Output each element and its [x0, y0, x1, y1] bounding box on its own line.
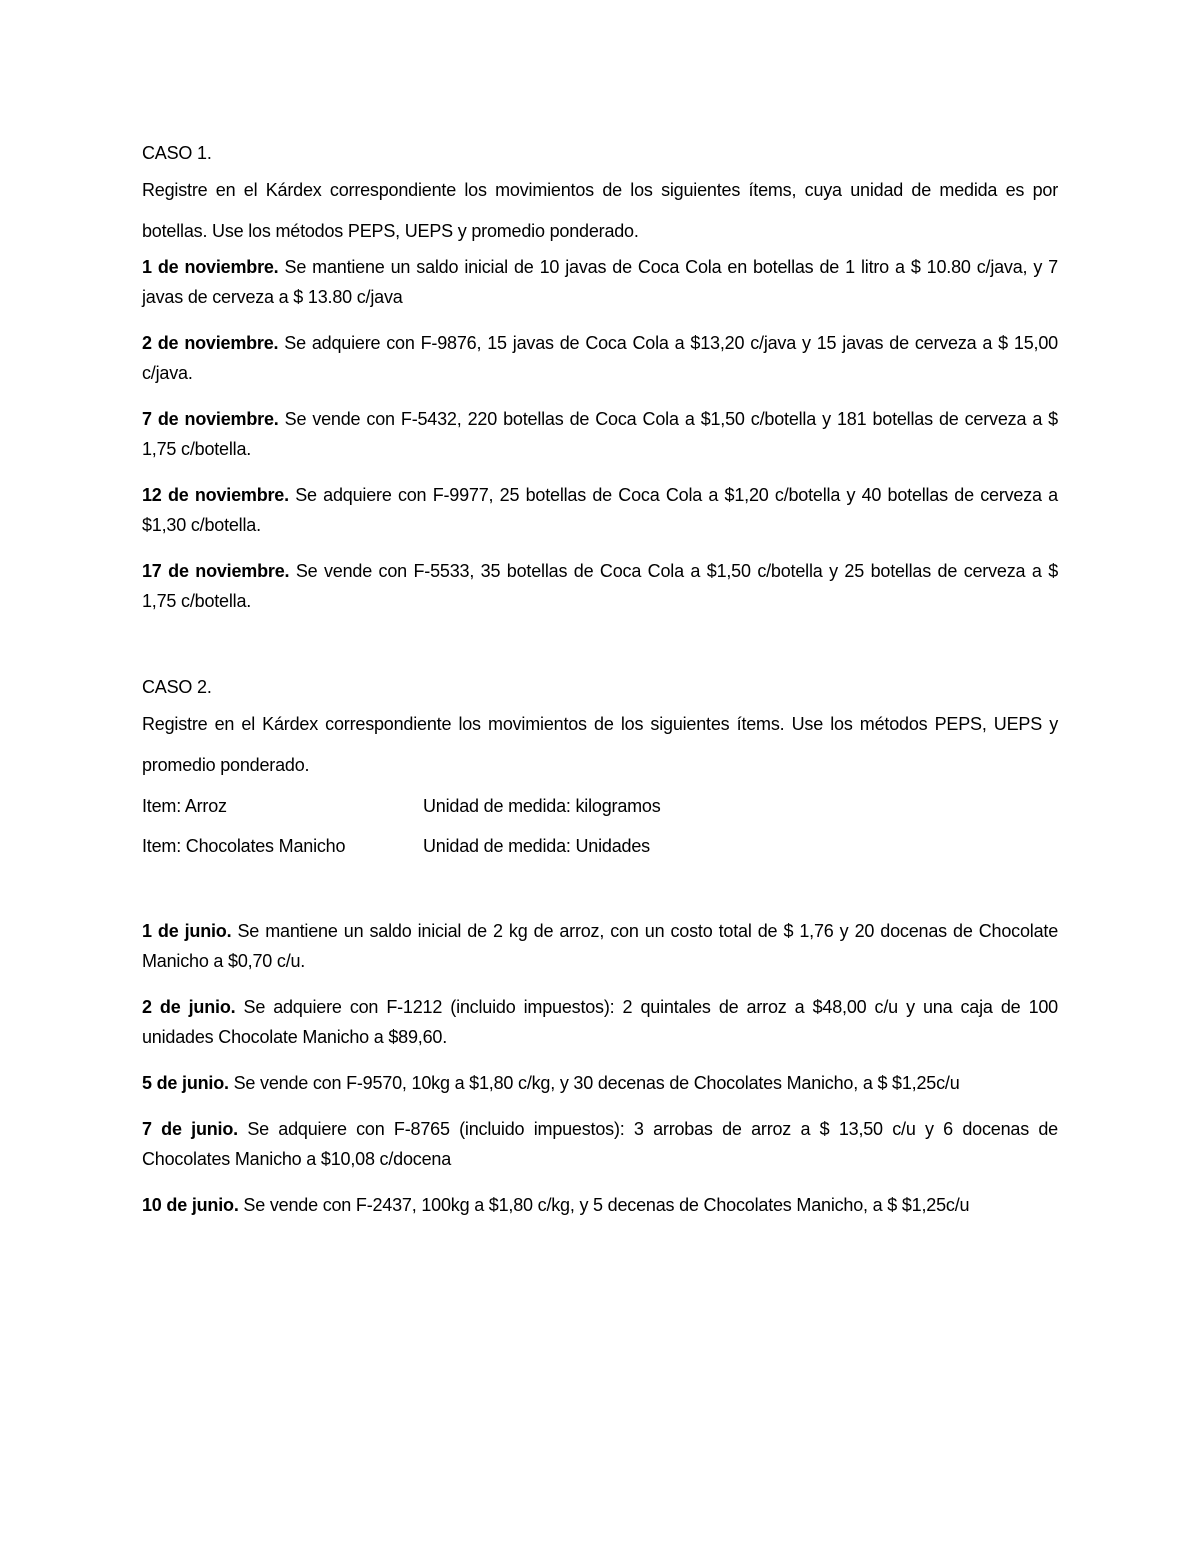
entry-date: 7 de junio. [142, 1119, 238, 1139]
document-content [142, 138, 1058, 1220]
entry-date: 2 de noviembre. [142, 333, 279, 353]
item-list [142, 786, 1058, 866]
entry-text: Se adquiere con F-8765 (incluido impuestos): 3 arrobas de arroz a $ 13,50 c/u y 6 docenas de Chocolates Manicho a $10,08 c/docena [142, 1119, 1058, 1169]
caso-2-intro: Registre en el Kárdex correspondiente los movimientos de los siguientes ítems. Use los métodos PEPS, UEPS y promedio ponderado. [142, 714, 1058, 775]
caso-2-entry [142, 1190, 1058, 1220]
caso-2-entry [142, 1114, 1058, 1174]
caso-1-intro: Registre en el Kárdex correspondiente los movimientos de los siguientes ítems, cuya unidad de medida es por botellas. Use los métodos PEPS, UEPS y promedio ponderado. [142, 180, 1058, 241]
caso-1-title: CASO 1. [142, 143, 212, 163]
item-unit: Unidad de medida: Unidades [423, 836, 650, 856]
entry-date: 2 de junio. [142, 997, 236, 1017]
items-spacer [142, 866, 1058, 916]
caso-1-section [142, 138, 1058, 616]
caso-2-entry [142, 916, 1058, 976]
caso-1-entry [142, 328, 1058, 388]
entry-text: Se vende con F-9570, 10kg a $1,80 c/kg, y 30 decenas de Chocolates Manicho, a $ $1,25c/u [228, 1073, 960, 1093]
caso-2-entry [142, 1068, 1058, 1098]
entry-text: Se vende con F-5432, 220 botellas de Coca Cola a $1,50 c/botella y 181 botellas de cerveza a $ 1,75 c/botella. [142, 409, 1058, 459]
item-row [142, 786, 1058, 826]
entry-text: Se mantiene un saldo inicial de 10 javas de Coca Cola en botellas de 1 litro a $ 10.80 c/java, y 7 javas de cerveza a $ 13.80 c/java [142, 257, 1058, 307]
entry-text: Se mantiene un saldo inicial de 2 kg de arroz, con un costo total de $ 1,76 y 20 docenas de Chocolate Manicho a $0,70 c/u. [142, 921, 1059, 971]
entry-date: 7 de noviembre. [142, 409, 279, 429]
caso-1-entry [142, 480, 1058, 540]
entry-date: 10 de junio. [142, 1195, 239, 1215]
caso-2-entry [142, 992, 1058, 1052]
item-row [142, 826, 1058, 866]
item-name: Item: Chocolates Manicho [142, 836, 346, 856]
section-spacer [142, 616, 1058, 672]
caso-2-section [142, 672, 1058, 1220]
entry-date: 1 de junio. [142, 921, 232, 941]
caso-1-entry [142, 556, 1058, 616]
entry-text: Se vende con F-2437, 100kg a $1,80 c/kg, y 5 decenas de Chocolates Manicho, a $ $1,25c/u [238, 1195, 970, 1215]
caso-1-entry [142, 252, 1058, 312]
entry-date: 1 de noviembre. [142, 257, 279, 277]
caso-2-title: CASO 2. [142, 677, 212, 697]
entry-text: Se vende con F-5533, 35 botellas de Coca Cola a $1,50 c/botella y 25 botellas de cerveza a $ 1,75 c/botella. [142, 561, 1058, 611]
item-name: Item: Arroz [142, 796, 227, 816]
caso-1-entry [142, 404, 1058, 464]
entry-date: 17 de noviembre. [142, 561, 290, 581]
entry-date: 5 de junio. [142, 1073, 229, 1093]
entry-date: 12 de noviembre. [142, 485, 289, 505]
entry-text: Se adquiere con F-9977, 25 botellas de Coca Cola a $1,20 c/botella y 40 botellas de cerveza a $1,30 c/botella. [142, 485, 1058, 535]
item-unit: Unidad de medida: kilogramos [423, 796, 661, 816]
entry-text: Se adquiere con F-1212 (incluido impuestos): 2 quintales de arroz a $48,00 c/u y una caja de 100 unidades Chocolate Manicho a $89,60. [142, 997, 1058, 1047]
entry-text: Se adquiere con F-9876, 15 javas de Coca Cola a $13,20 c/java y 15 javas de cerveza a $ 15,00 c/java. [142, 333, 1058, 383]
